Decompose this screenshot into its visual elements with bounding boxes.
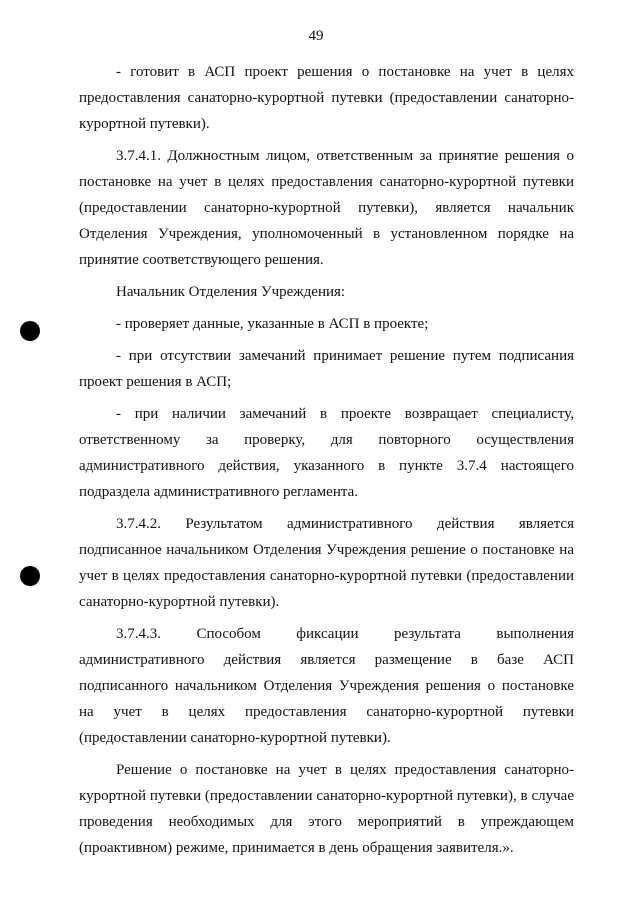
paragraph-3-7-4-3: 3.7.4.3. Способом фиксации результата выполнения административного действия является размещение в базе АСП подписанного начальником Отделения Учреждения решения о постановке на учет в целях предоставления санаторно-курортной путевки (предоставлении санаторно-курортной путевки). <box>79 626 574 746</box>
paragraph-prepares-draft: - готовит в АСП проект решения о постановке на учет в целях предоставления санаторно-курортной путевки (предоставлении санаторно-курортной путевки). <box>79 64 574 132</box>
punch-hole-mark <box>20 566 40 586</box>
page-number: 49 <box>308 28 324 44</box>
paragraph-no-remarks: - при отсутствии замечаний принимает решение путем подписания проект решения в АСП; <box>79 348 574 390</box>
paragraph-decision-proactive: Решение о постановке на учет в целях предоставления санаторно-курортной путевки (предоставлении санаторно-курортной путевки), в случае проведения необходимых для этого мероприятий в упреждающем (проактивном) режиме, принимается в день обращения заявителя.». <box>79 762 574 856</box>
document-body <box>79 59 574 861</box>
paragraph-3-7-4-2: 3.7.4.2. Результатом административного действия является подписанное начальником Отделения Учреждения решение о постановке на учет в целях предоставления санаторно-курортной путевки (предоставлении санаторно-курортной путевки). <box>79 516 574 610</box>
paragraph-3-7-4-1: 3.7.4.1. Должностным лицом, ответственным за принятие решения о постановке на учет в целях предоставления санаторно-курортной путевки (предоставлении санаторно-курортной путевки), является начальник Отделения Учреждения, уполномоченный в установленном порядке на принятие соответствующего решения. <box>79 148 574 268</box>
paragraph-checks-data: - проверяет данные, указанные в АСП в проекте; <box>116 316 429 332</box>
paragraph-with-remarks: - при наличии замечаний в проекте возвращает специалисту, ответственному за проверку, для повторного осуществления административного действия, указанного в пункте 3.7.4 настоящего подраздела административного регламента. <box>79 406 574 500</box>
paragraph-head-of-department: Начальник Отделения Учреждения: <box>116 284 346 300</box>
punch-hole-mark <box>20 321 40 341</box>
